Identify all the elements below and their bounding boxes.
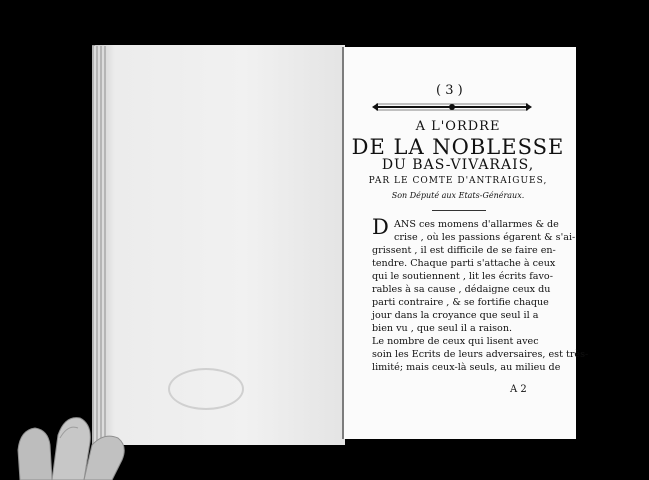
byline: PAR LE COMTE D'ANTRAIGUES,: [368, 176, 548, 186]
body-line: rables à sa cause , dédaigne ceux du: [372, 284, 551, 295]
subtitle: Son Député aux Etats-Généraux.: [391, 191, 525, 200]
title-line-2: DE LA NOBLESSE: [351, 135, 565, 159]
body-line: tendre. Chaque parti s'attache à ceux: [372, 258, 556, 269]
drop-cap: D: [372, 215, 389, 239]
gloved-hand-icon: [0, 390, 150, 480]
page-number: ( 3 ): [436, 83, 463, 98]
body-line: limité; mais ceux-là seuls, au milieu de: [372, 362, 561, 373]
library-stamp: [168, 368, 244, 410]
body-line: soin les Ecrits de leurs adversaires, est très-: [372, 349, 589, 360]
title-line-3: DU BAS-VIVARAIS,: [381, 157, 535, 173]
body-line: crise , où les passions égarent & s'ai-: [394, 232, 576, 243]
body-line: ANS ces momens d'allarmes & de: [394, 219, 559, 230]
catchword: A 2: [510, 384, 527, 395]
title-rule: [432, 210, 486, 211]
body-line: jour dans la croyance que seul il a: [372, 310, 539, 321]
title-line-1: A L'ORDRE: [415, 119, 501, 134]
body-line: grissent , il est difficile de se faire en-: [372, 245, 556, 256]
body-line: Le nombre de ceux qui lisent avec: [372, 336, 539, 347]
ornament-divider-icon: [372, 100, 532, 114]
body-line: parti contraire , & se fortifie chaque: [372, 297, 549, 308]
body-line: qui le soutiennent , lit les écrits favo-: [372, 271, 553, 282]
page-edges: [92, 46, 106, 444]
body-line: bien vu , que seul il a raison.: [372, 323, 513, 334]
